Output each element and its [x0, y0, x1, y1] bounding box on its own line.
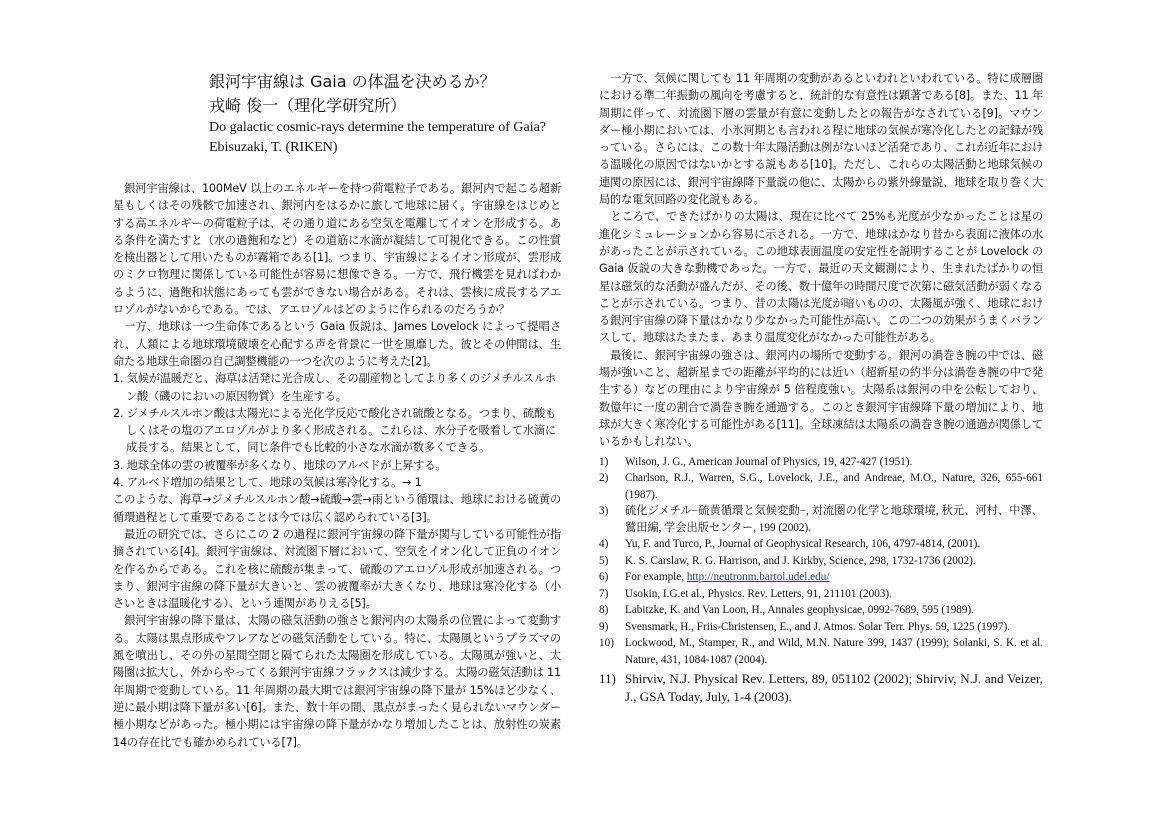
title-japanese: 銀河宇宙線は Gaia の体温を決めるか？ — [209, 72, 496, 91]
reference-number: 1) — [599, 455, 609, 468]
reference-link[interactable]: http://neutronm.bartol.udel.edu/ — [686, 571, 830, 584]
reference-number: 2) — [599, 472, 609, 485]
reference-item — [599, 586, 1043, 603]
list-item: 4. アルベド増加の結果として、地球の気候は寒冷化する。→ 1 — [113, 476, 422, 490]
reference-number: 10) — [599, 637, 614, 650]
gaia-cycle-list — [113, 370, 561, 491]
paragraph: ところで、できたばかりの太陽は、現在に比べて 25%も光度が少なかったことは星の進化シミュレーションから容易に示される。一方で、地球はかなり昔から表面に液体の水があったことが示されている。この地球表面温度の安定性を説明することが Lovelock の Gaia 仮説の大きな動機であった。一方で、最近の天文観測により、生まれたばかりの恒星は磁気的な活動が盛んだが、その後、数十億年の時間尺度で次第に磁気活動が弱くなることが示されている。つまり、昔の太陽は光度が暗いものの、太陽風が強く、地球における銀河宇宙線の降下量はかなり少なかった可能性が高い。この二つの効果がうまくバランスして、地球はたまたま、あまり温度変化がなかった可能性がある。 — [599, 210, 1043, 345]
reference-number: 6) — [599, 571, 609, 584]
reference-text: Svensmark, H., Friis-Christensen, E., and J. Atmos. Solar Terr. Phys. 59, 1225 (1997). — [625, 620, 1010, 633]
reference-item — [599, 635, 1043, 668]
paragraph: 一方で、気候に関しても 11 年周期の変動があるといわれといわれている。特に成層圏における準二年振動の風向を考慮すると、統計的な有意性は顕著である[8]。また、11 年周期に伴って、対流圏下層の雲量が有意に変動したとの報告がなされている[9]。マウンダー極小期においては、小氷河期とも言われる程に地球の気候が寒冷化したとの記録が残っている。さらには、この数十年太陽活動は例がないほど活発であり、これが近年における温暖化の原因ではないかとする説もある[10]。ただし、これらの太陽活動と地球気候の連関の原因には、銀河宇宙線降下量説の他に、太陽からの紫外線量説、地球を取り巻く大局的な電気回路の変化説もある。 — [599, 72, 1043, 207]
reference-list — [599, 454, 1043, 706]
reference-item — [599, 602, 1043, 619]
reference-item — [599, 536, 1043, 553]
author-japanese: 戎崎 俊一（理化学研究所） — [209, 96, 407, 115]
reference-number: 4) — [599, 538, 609, 551]
reference-text: Charlson, R.J., Warren, S.G., Lovelock, J.E., and Andreae, M.O., Nature, 326, 655-661 (1987). — [625, 472, 1043, 501]
reference-text: For example, — [625, 571, 687, 584]
paragraph: 最近の研究では、さらにこの 2 の過程に銀河宇宙線の降下量が関与している可能性が指摘されている[4]。銀河宇宙線は、対流圏下層において、空気をイオン化して正負のイオンを作るからである。これを核に硫酸が集まって、硫酸のアエロゾル形成が加速される。つまり、銀河宇宙線の降下量が大きいと、雲の被覆率が大きくなり、地球は寒冷化する（小さいときは温暖化する）、という連関がありえる[5]。 — [113, 527, 561, 611]
paragraph: 最後に、銀河宇宙線の強さは、銀河内の場所で変動する。銀河の渦巻き腕の中では、磁場が強いこと、超新星までの距離が平均的には近い（超新星の約半分は渦巻き腕の中で発生する）などの理由により宇宙線が 5 倍程度強い。太陽系は銀河の中を公転しており、数億年に一度の割合で渦巻き腕を通過する。このとき銀河宇宙線降下量の増加により、地球が大きく寒冷化する可能性がある[11]。全球凍結は太陽系の渦巻き腕の通過が関係しているかもしれない。 — [599, 348, 1043, 449]
paragraph: このような、海草→ジメチルスルホン酸→硫酸→雲→雨という循環は、地球における硫黄の循環過程として重要であることは今では広く認められている[3]。 — [113, 493, 561, 524]
reference-number: 7) — [599, 587, 609, 600]
reference-text: Yu, F. and Turco, P., Journal of Geophysical Research, 106, 4797-4814, (2001). — [625, 538, 981, 551]
reference-number: 5) — [599, 554, 609, 567]
paper-header — [209, 70, 561, 158]
title-english: Do galactic cosmic-rays determine the temperature of Gaia? — [209, 120, 547, 135]
reference-item — [599, 503, 1043, 536]
left-column — [113, 70, 561, 751]
reference-number: 3) — [599, 505, 609, 518]
reference-text: Lockwood, M., Stamper, R., and Wild, M.N. Nature 399, 1437 (1999); Solanki, S. K. et al. Nature, 431, 1084-1087 (2004). — [625, 637, 1043, 666]
paragraph: 一方、地球は一つ生命体であるという Gaia 仮説は、James Lovelock によって提唱され、人類による地球環境破壊を心配する声を背景に一世を風靡した。彼とその仲間は、生命たる地球生命圏の自己調整機能の一つを次のように考えた[2]。 — [113, 320, 561, 368]
reference-number: 11) — [599, 671, 616, 687]
reference-item — [599, 569, 1043, 586]
reference-item — [599, 670, 1043, 705]
reference-number: 9) — [599, 620, 609, 633]
reference-item — [599, 454, 1043, 471]
paragraph: 銀河宇宙線は、100MeV 以上のエネルギーを持つ荷電粒子である。銀河内で起こる超新星もしくはその残骸で加速され、銀河内をはるかに旅して地球に届く。宇宙線をはじめとする高エネルギーの荷電粒子は、その通り道にある空気を電離してイオンを形成する。ある条件を満たすと（水の過飽和など）その道筋に水滴が凝結して可視化できる。この性質を検出器として用いたものが霧箱である[1]。つまり、宇宙線によるイオン形成が、雲形成のミクロ物理に関係している可能性が容易に想像できる。一方で、飛行機雲を見ればわかるように、過飽和状態にあっても雲ができない場合がある。それは、雲核に成長するアエロゾルがないからである。では、アエロゾルはどのように作られるのだろうか？ — [113, 182, 561, 317]
reference-text: 硫化ジメチル−硫黄循環と気候変動−, 対流圏の化学と地球環境, 秋元、河村、中澤、鷲田編, 学会出版センター, 199 (2002). — [625, 505, 1043, 534]
reference-item — [599, 619, 1043, 636]
reference-text: Wilson, J. G., American Journal of Physics, 19, 427-427 (1951). — [625, 455, 913, 468]
reference-text: Shirviv, N.J. Physical Rev. Letters, 89, 051102 (2002); Shirviv, N.J. and Veizer, J., GSA Today, July, 1-4 (2003). — [625, 671, 1043, 704]
list-item: 3. 地球全体の雲の被覆率が多くなり、地球のアルベドが上昇する。 — [113, 458, 447, 472]
reference-text: K. S. Carslaw, R. G. Harrison, and J. Kirkby, Science, 298, 1732-1736 (2002). — [625, 554, 976, 567]
list-item: 2. ジメチルスルホン酸は太陽光による光化学反応で酸化され硫酸となる。つまり、硫酸もしくはその塩のアエロゾルがより多く形成される。これらは、水分子を吸着して水滴に成長する。結果として、同じ条件でも比較的小さな水滴が数多くできる。 — [113, 406, 557, 455]
list-item: 1. 気候が温暖だと、海草は活発に光合成し、その副産物としてより多くのジメチルスルホン酸（磯のにおいの原因物質）を生産する。 — [113, 372, 557, 403]
reference-text: Labitzke, K. and Van Loon, H., Annales geophysicae, 0992-7689, 595 (1989). — [625, 604, 975, 617]
author-english: Ebisuzaki, T. (RIKEN) — [209, 140, 338, 155]
reference-item — [599, 470, 1043, 503]
reference-text: Usokin, I.G.et al., Physics. Rev. Letters, 91, 211101 (2003). — [625, 587, 892, 600]
paragraph: 銀河宇宙線の降下量は、太陽の磁気活動の強さと銀河内の太陽系の位置によって変動する。太陽は黒点形成やフレアなどの磁気活動をしている。特に、太陽風というプラズマの風を噴出し、その外の星間空間と隔てられた太陽圏を形成している。太陽風が強いと、太陽圏は拡大し、外からやってくる銀河宇宙線フラックスは減少する。太陽の磁気活動は 11 年周期で変動している。11 年周期の最大期では銀河宇宙線の降下量が 15%ほど少なく、逆に最小期は降下量が多い[6]。また、数十年の間、黒点がまったく見られないマウンダー極小期などがあった。極小期には宇宙線の降下量がかなり増加したことは、放射性の炭素14の存在比でも確かめられている[7]。 — [113, 614, 561, 749]
reference-number: 8) — [599, 604, 609, 617]
reference-item — [599, 553, 1043, 570]
right-column — [599, 70, 1043, 705]
